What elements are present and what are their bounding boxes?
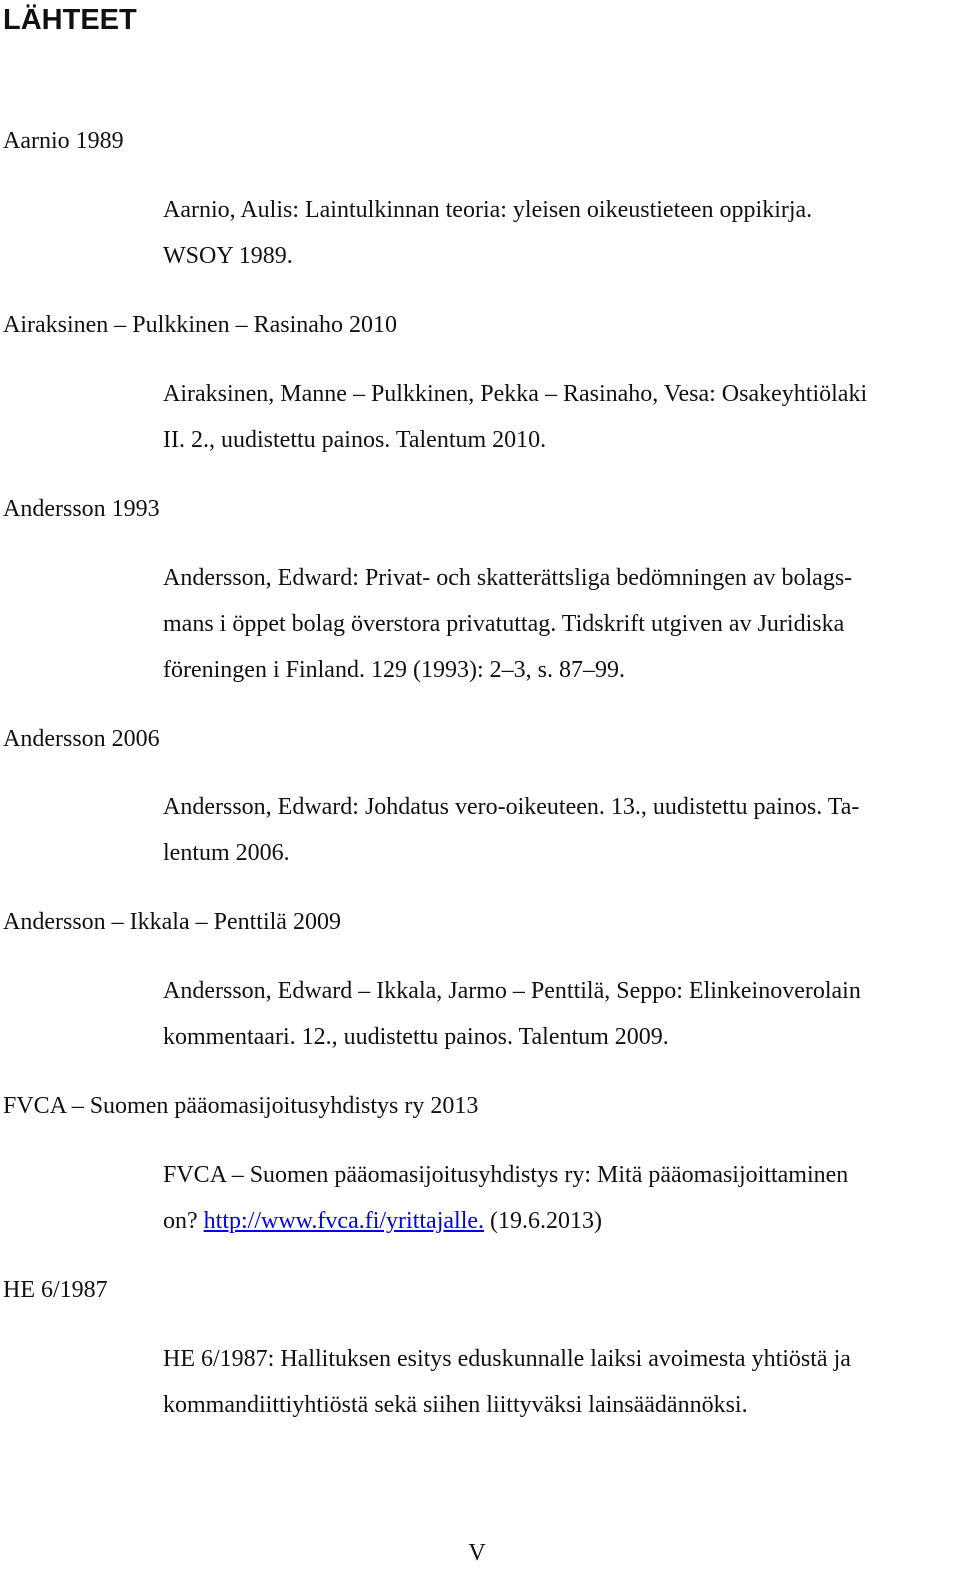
reference-entry bbox=[163, 1152, 955, 1244]
reference-line: kommandiittiyhtiöstä sekä siihen liittyväksi lainsäädännöksi. bbox=[163, 1392, 748, 1418]
reference-line: II. 2., uudistettu painos. Talentum 2010. bbox=[163, 427, 547, 453]
reference-key: Andersson 1993 bbox=[3, 496, 160, 522]
reference-entry bbox=[163, 1336, 955, 1428]
reference-line bbox=[163, 1198, 955, 1244]
page-number: V bbox=[468, 1540, 486, 1566]
reference-key: Andersson – Ikkala – Penttilä 2009 bbox=[3, 909, 341, 935]
reference-key: Airaksinen – Pulkkinen – Rasinaho 2010 bbox=[3, 312, 397, 338]
reference-line: Andersson, Edward: Johdatus vero-oikeuteen. 13., uudistettu painos. Ta- bbox=[163, 794, 860, 820]
reference-line: mans i öppet bolag överstora privatuttag. Tidskrift utgiven av Juridiska bbox=[163, 611, 845, 637]
reference-line: kommentaari. 12., uudistettu painos. Talentum 2009. bbox=[163, 1024, 669, 1050]
reference-entry bbox=[163, 555, 955, 693]
reference-entry bbox=[163, 371, 955, 463]
reference-line: Aarnio, Aulis: Laintulkinnan teoria: yleisen oikeustieteen oppikirja. bbox=[163, 197, 813, 223]
reference-key: HE 6/1987 bbox=[3, 1277, 108, 1303]
reference-key: Andersson 2006 bbox=[3, 726, 160, 752]
fvca-link[interactable]: http://www.fvca.fi/yrittajalle. bbox=[203, 1208, 485, 1234]
page-heading: LÄHTEET bbox=[3, 4, 137, 36]
reference-line: lentum 2006. bbox=[163, 840, 290, 866]
reference-text: on? bbox=[163, 1208, 204, 1234]
reference-line: HE 6/1987: Hallituksen esitys eduskunnalle laiksi avoimesta yhtiöstä ja bbox=[163, 1346, 851, 1372]
access-date: (19.6.2013) bbox=[484, 1208, 602, 1234]
reference-entry bbox=[163, 968, 955, 1060]
reference-key: Aarnio 1989 bbox=[3, 128, 124, 154]
reference-key: FVCA – Suomen pääomasijoitusyhdistys ry 2013 bbox=[3, 1093, 479, 1119]
reference-line: föreningen i Finland. 129 (1993): 2–3, s. 87–99. bbox=[163, 657, 625, 683]
reference-line: Andersson, Edward – Ikkala, Jarmo – Penttilä, Seppo: Elinkeinoverolain bbox=[163, 978, 861, 1004]
reference-line: Airaksinen, Manne – Pulkkinen, Pekka – Rasinaho, Vesa: Osakeyhtiölaki bbox=[163, 381, 868, 407]
reference-entry bbox=[163, 187, 955, 279]
reference-line: WSOY 1989. bbox=[163, 243, 293, 269]
reference-line: Andersson, Edward: Privat- och skatterättsliga bedömningen av bolags- bbox=[163, 565, 853, 591]
reference-entry bbox=[163, 784, 955, 876]
reference-line: FVCA – Suomen pääomasijoitusyhdistys ry: Mitä pääomasijoittaminen bbox=[163, 1162, 849, 1188]
